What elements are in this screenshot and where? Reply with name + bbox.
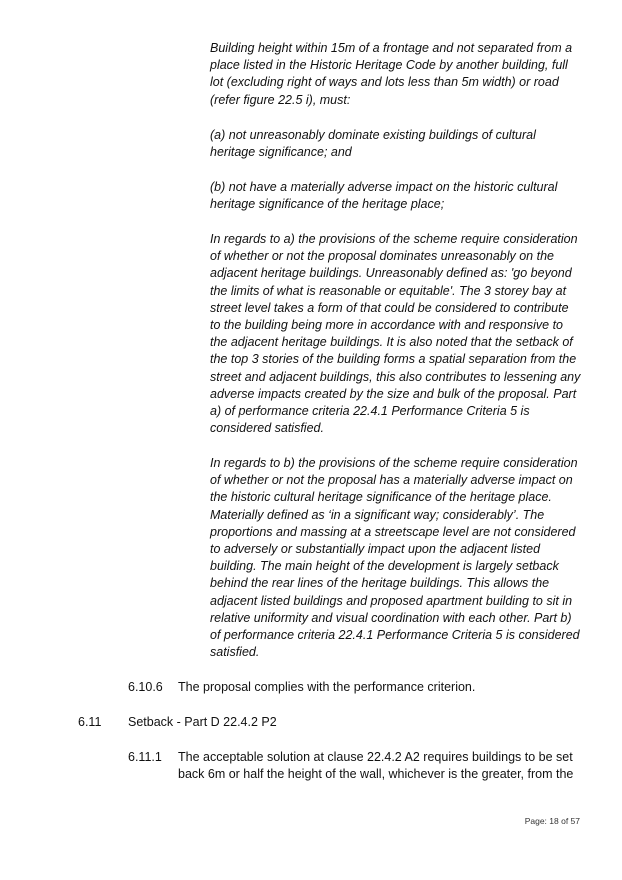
criterion-item-b: (b) not have a materially adverse impact on the historic cultural heritage significance of the heritage place; xyxy=(210,180,558,212)
assessment-paragraph-a: In regards to a) the provisions of the scheme require consideration of whether or not the proposal dominates unreasonably on the adjacent heritage buildings. Unreasonably defined as: 'go beyond the limits of what is reasonable or equitable'. The 3 storey bay at street level takes a form of that could be considered to contribute to the building being more in accordance with and responsive to the adjacent heritage buildings. It is also noted that the setback of the top 3 stories of the building forms a spatial separation from the street and adjacent buildings, this also contributes to lessening any adverse impacts created by the size and bulk of the proposal. Part a) of performance criteria 22.4.1 Performance Criteria 5 is considered satisfied. xyxy=(210,232,581,436)
section-title: Setback - Part D 22.4.2 P2 xyxy=(128,715,277,729)
heritage-criterion-paragraph: Building height within 15m of a frontage and not separated from a place listed in the Historic Heritage Code by another building, full lot (excluding right of ways and lots less than 5m width) or road (refer figure 22.5 i), must: xyxy=(210,41,573,107)
clause-text: The acceptable solution at clause 22.4.2 A2 requires buildings to be set back 6m or half the height of the wall, whichever is the greater, from the xyxy=(178,750,574,782)
section-number: 6.11 xyxy=(78,715,102,729)
clause-number: 6.11.1 xyxy=(128,750,162,764)
clause-number: 6.10.6 xyxy=(128,680,163,694)
criterion-item-a: (a) not unreasonably dominate existing buildings of cultural heritage significance; and xyxy=(210,128,536,160)
page-number: Page: 18 of 57 xyxy=(524,816,580,826)
assessment-paragraph-b: In regards to b) the provisions of the scheme require consideration of whether or not the proposal has a materially adverse impact on the historic cultural heritage significance of the heritage place. Materially defined as ‘in a significant way; considerably’. The proportions and massing at a streetscape level are not considered to adversely or substantially impact upon the adjacent listed building. The main height of the development is largely setback behind the rear lines of the heritage buildings. This allows the adjacent listed buildings and proposed apartment building to sit in relative uniformity and visual coordination with each other. Part b) of performance criteria 22.4.1 Performance Criteria 5 is considered satisfied. xyxy=(210,456,580,660)
clause-text: The proposal complies with the performance criterion. xyxy=(178,680,476,694)
